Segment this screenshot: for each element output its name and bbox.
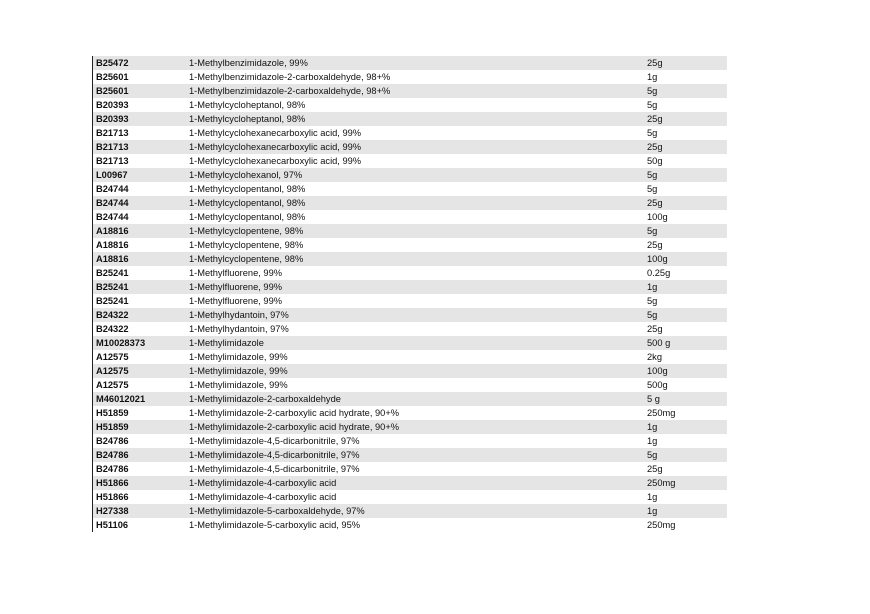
product-code: A18816	[96, 254, 129, 264]
product-description: 1-Methylcyclohexanecarboxylic acid, 99%	[189, 142, 362, 152]
product-description: 1-Methylimidazole	[189, 338, 264, 348]
product-description: 1-Methylcycloheptanol, 98%	[189, 114, 306, 124]
package-size: 1g	[647, 282, 658, 292]
package-size: 2kg	[647, 352, 662, 362]
product-code: H51106	[96, 520, 129, 530]
table-row	[93, 518, 727, 532]
product-code: B24786	[96, 464, 129, 474]
table-row	[93, 280, 727, 294]
package-size: 5g	[647, 450, 658, 460]
product-description: 1-Methylcyclopentene, 98%	[189, 226, 304, 236]
product-description: 1-Methylfluorene, 99%	[189, 268, 283, 278]
product-description: 1-Methylfluorene, 99%	[189, 282, 283, 292]
product-description: 1-Methylimidazole-2-carboxylic acid hydrate, 90+%	[189, 408, 400, 418]
product-code: M46012021	[96, 394, 146, 404]
table-row	[93, 168, 727, 182]
product-code: A12575	[96, 380, 129, 390]
product-code: B21713	[96, 156, 129, 166]
product-description: 1-Methylimidazole-4-carboxylic acid	[189, 478, 337, 488]
product-description: 1-Methylcyclohexanecarboxylic acid, 99%	[189, 156, 362, 166]
package-size: 250mg	[647, 478, 676, 488]
product-code: B24744	[96, 198, 129, 208]
product-code: B24744	[96, 212, 129, 222]
package-size: 1g	[647, 492, 658, 502]
table-row	[93, 420, 727, 434]
table-row	[93, 196, 727, 210]
product-code: H51866	[96, 492, 129, 502]
product-description: 1-Methylimidazole-4,5-dicarbonitrile, 97%	[189, 450, 360, 460]
package-size: 25g	[647, 198, 663, 208]
package-size: 25g	[647, 114, 663, 124]
product-description: 1-Methylcyclohexanol, 97%	[189, 170, 303, 180]
package-size: 0.25g	[647, 268, 671, 278]
package-size: 250mg	[647, 520, 676, 530]
product-description: 1-Methylimidazole-4,5-dicarbonitrile, 97%	[189, 436, 360, 446]
product-table	[92, 56, 727, 532]
table-row	[93, 364, 727, 378]
table-row	[93, 238, 727, 252]
table-row	[93, 504, 727, 518]
product-description: 1-Methylhydantoin, 97%	[189, 310, 289, 320]
table-row	[93, 224, 727, 238]
product-description: 1-Methylcyclopentanol, 98%	[189, 212, 306, 222]
product-description: 1-Methylimidazole, 99%	[189, 380, 288, 390]
package-size: 5g	[647, 296, 658, 306]
table-row	[93, 294, 727, 308]
product-description: 1-Methylcyclopentene, 98%	[189, 254, 304, 264]
product-description: 1-Methylimidazole, 99%	[189, 352, 288, 362]
table-row	[93, 434, 727, 448]
table-row	[93, 252, 727, 266]
package-size: 25g	[647, 240, 663, 250]
package-size: 500g	[647, 380, 668, 390]
package-size: 1g	[647, 72, 658, 82]
product-code: A18816	[96, 240, 129, 250]
table-row	[93, 98, 727, 112]
product-code: B20393	[96, 114, 129, 124]
product-description: 1-Methylcycloheptanol, 98%	[189, 100, 306, 110]
table-row	[93, 112, 727, 126]
table-row	[93, 336, 727, 350]
table-row	[93, 476, 727, 490]
package-size: 50g	[647, 156, 663, 166]
product-code: H51859	[96, 422, 129, 432]
table-row	[93, 322, 727, 336]
product-code: B25241	[96, 268, 129, 278]
package-size: 25g	[647, 58, 663, 68]
package-size: 1g	[647, 436, 658, 446]
product-description: 1-Methylbenzimidazole, 99%	[189, 58, 308, 68]
product-code: B24786	[96, 436, 129, 446]
package-size: 5g	[647, 184, 658, 194]
table-row	[93, 84, 727, 98]
product-code: L00967	[96, 170, 128, 180]
product-code: B24744	[96, 184, 129, 194]
table-row	[93, 70, 727, 84]
table-row	[93, 448, 727, 462]
product-description: 1-Methylcyclopentanol, 98%	[189, 184, 306, 194]
product-description: 1-Methylimidazole-2-carboxylic acid hydrate, 90+%	[189, 422, 400, 432]
package-size: 25g	[647, 464, 663, 474]
package-size: 100g	[647, 254, 668, 264]
product-code: B25241	[96, 296, 129, 306]
product-description: 1-Methylhydantoin, 97%	[189, 324, 289, 334]
product-code: B21713	[96, 128, 129, 138]
package-size: 250mg	[647, 408, 676, 418]
package-size: 25g	[647, 142, 663, 152]
product-code: B24322	[96, 324, 129, 334]
package-size: 25g	[647, 324, 663, 334]
product-code: H27338	[96, 506, 129, 516]
table-row	[93, 182, 727, 196]
product-code: A12575	[96, 366, 129, 376]
package-size: 5g	[647, 310, 658, 320]
product-description: 1-Methylcyclopentene, 98%	[189, 240, 304, 250]
product-description: 1-Methylimidazole, 99%	[189, 366, 288, 376]
table-row	[93, 462, 727, 476]
table-row	[93, 392, 727, 406]
package-size: 500 g	[647, 338, 671, 348]
product-description: 1-Methylbenzimidazole-2-carboxaldehyde, 98+%	[189, 86, 391, 96]
product-code: B25472	[96, 58, 129, 68]
product-code: B20393	[96, 100, 129, 110]
product-code: A18816	[96, 226, 129, 236]
package-size: 1g	[647, 422, 658, 432]
product-description: 1-Methylimidazole-4,5-dicarbonitrile, 97%	[189, 464, 360, 474]
table-row	[93, 56, 727, 70]
product-code: B24322	[96, 310, 129, 320]
table-row	[93, 308, 727, 322]
product-description: 1-Methylcyclopentanol, 98%	[189, 198, 306, 208]
package-size: 5g	[647, 170, 658, 180]
product-code: B25241	[96, 282, 129, 292]
table-row	[93, 490, 727, 504]
package-size: 100g	[647, 366, 668, 376]
product-description: 1-Methylimidazole-2-carboxaldehyde	[189, 394, 341, 404]
product-code: H51866	[96, 478, 129, 488]
package-size: 5g	[647, 128, 658, 138]
product-description: 1-Methylimidazole-5-carboxylic acid, 95%	[189, 520, 361, 530]
package-size: 5g	[647, 226, 658, 236]
product-description: 1-Methylcyclohexanecarboxylic acid, 99%	[189, 128, 362, 138]
package-size: 5g	[647, 86, 658, 96]
package-size: 1g	[647, 506, 658, 516]
table-row	[93, 406, 727, 420]
table-row	[93, 350, 727, 364]
package-size: 100g	[647, 212, 668, 222]
product-description: 1-Methylimidazole-4-carboxylic acid	[189, 492, 337, 502]
package-size: 5g	[647, 100, 658, 110]
product-description: 1-Methylimidazole-5-carboxaldehyde, 97%	[189, 506, 365, 516]
package-size: 5 g	[647, 394, 660, 404]
table-row	[93, 126, 727, 140]
product-code: H51859	[96, 408, 129, 418]
product-code: A12575	[96, 352, 129, 362]
product-code: M10028373	[96, 338, 146, 348]
product-description: 1-Methylbenzimidazole-2-carboxaldehyde, 98+%	[189, 72, 391, 82]
table-row	[93, 154, 727, 168]
table-row	[93, 378, 727, 392]
product-code: B25601	[96, 86, 129, 96]
product-description: 1-Methylfluorene, 99%	[189, 296, 283, 306]
table-row	[93, 140, 727, 154]
product-code: B24786	[96, 450, 129, 460]
product-code: B21713	[96, 142, 129, 152]
product-code: B25601	[96, 72, 129, 82]
table-row	[93, 210, 727, 224]
table-row	[93, 266, 727, 280]
